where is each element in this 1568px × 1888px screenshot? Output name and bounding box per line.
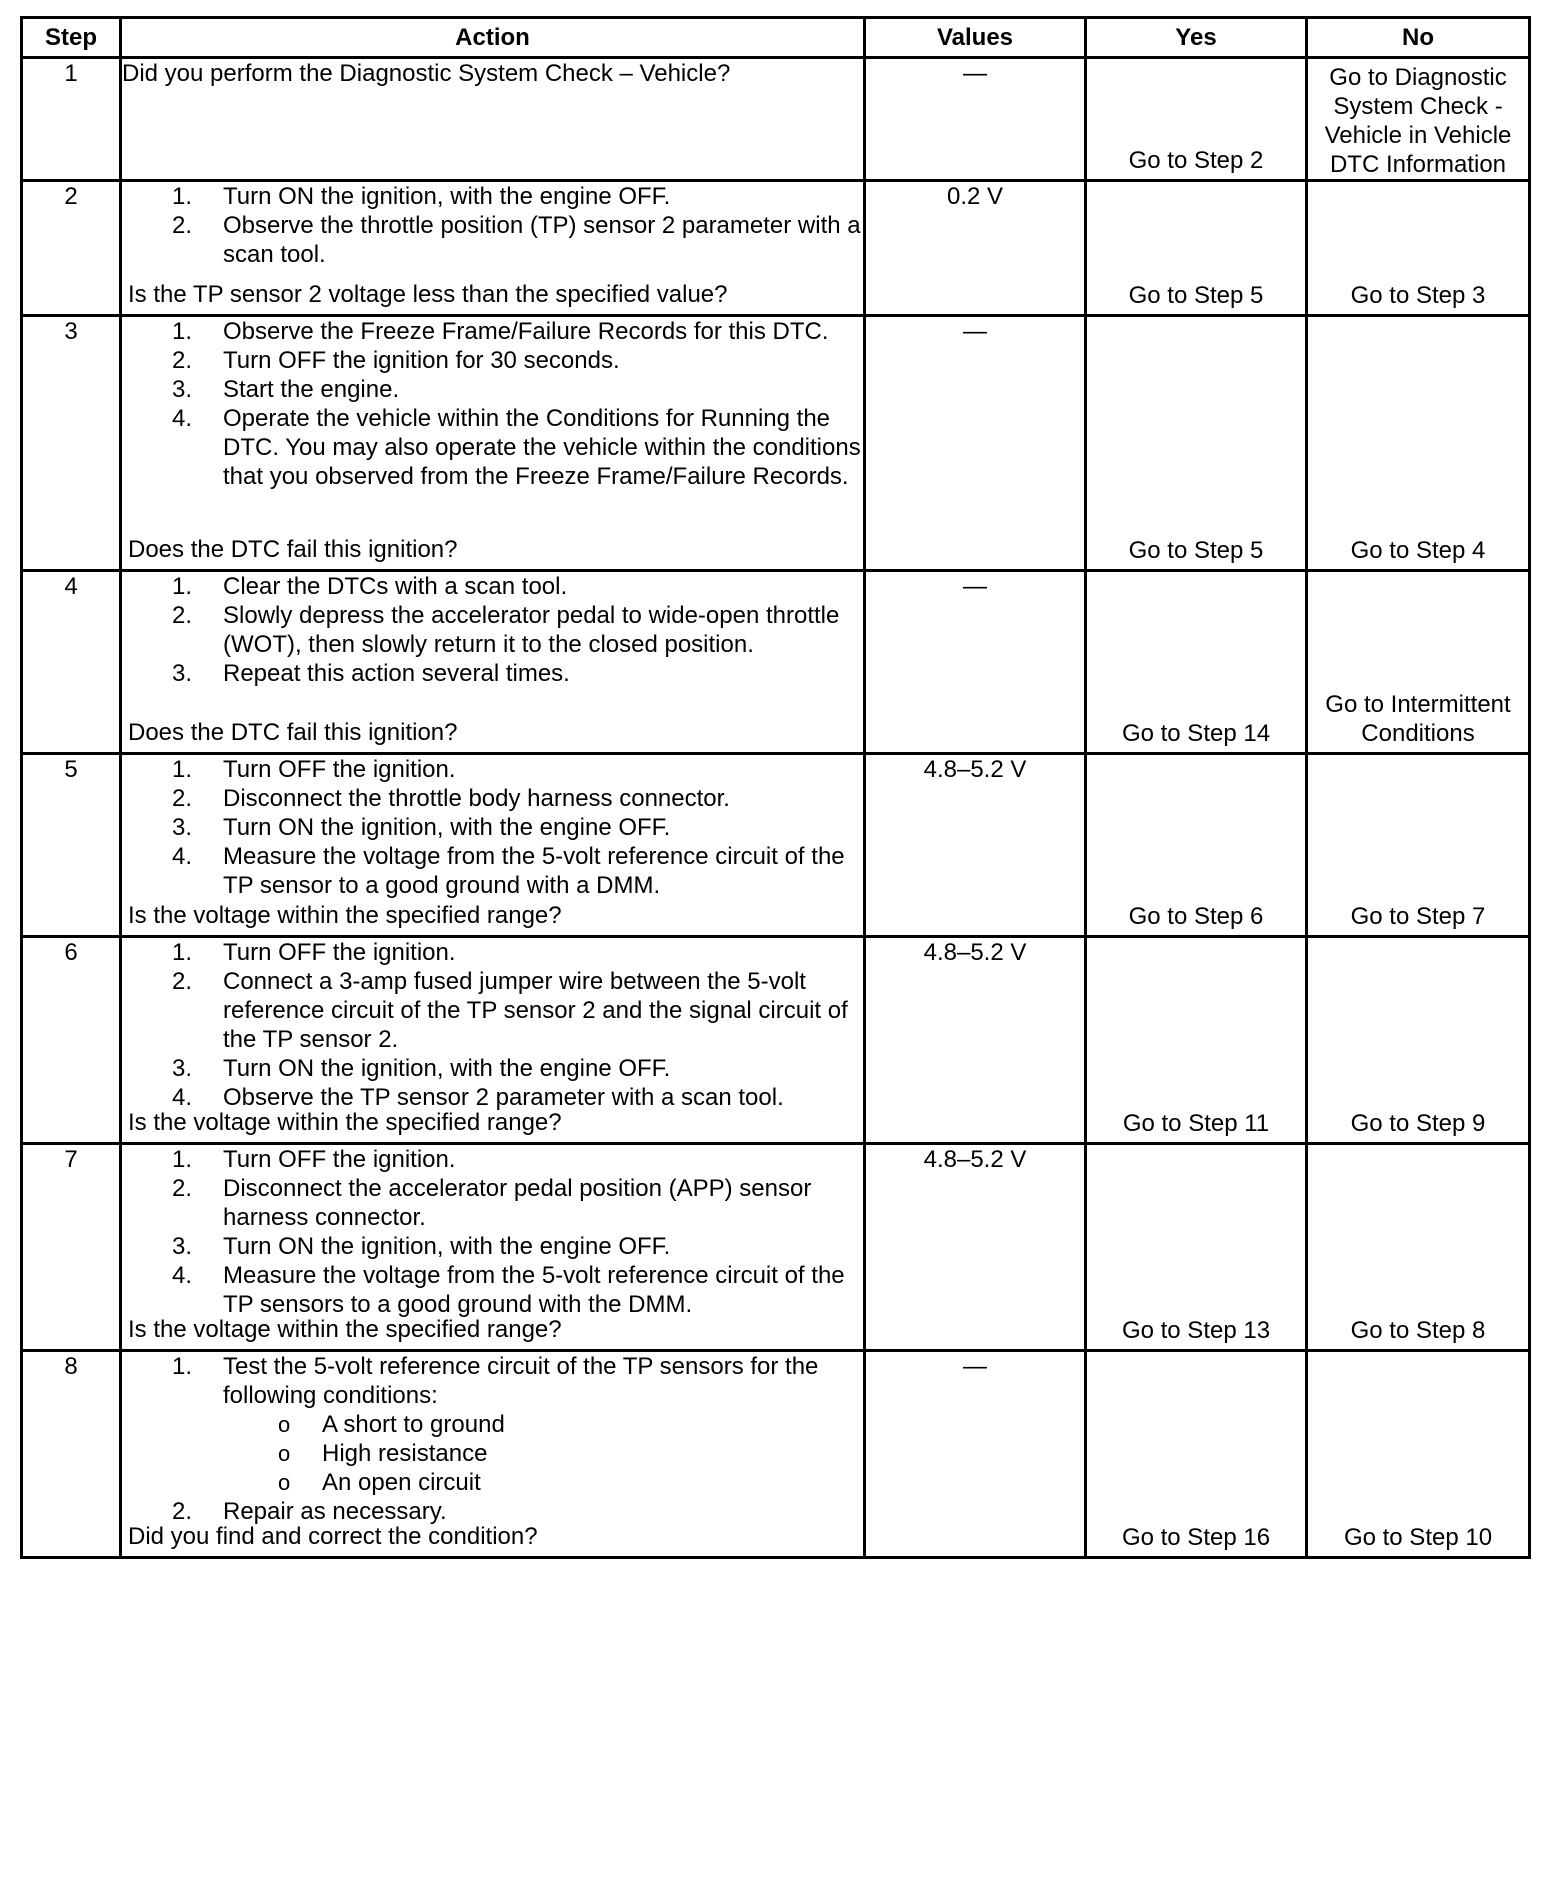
- action-question: Is the voltage within the specified range?: [128, 902, 562, 929]
- action-step-text: Disconnect the accelerator pedal position (APP) sensor harness connector.: [223, 1175, 812, 1231]
- action-question: Is the TP sensor 2 voltage less than the specified value?: [128, 281, 728, 308]
- yes-cell: [1086, 58, 1307, 181]
- action-step-number: 1.: [172, 1353, 193, 1380]
- no-cell: [1307, 937, 1530, 1144]
- value-cell: 0.2 V: [865, 181, 1086, 316]
- no-link[interactable]: Go to Step 10: [1343, 1524, 1493, 1551]
- action-step-number: 4.: [172, 405, 193, 432]
- header-no: No: [1307, 18, 1530, 58]
- action-step-item: [122, 842, 863, 900]
- action-cell: [121, 181, 865, 316]
- action-cell: [121, 316, 865, 571]
- yes-cell: [1086, 937, 1307, 1144]
- action-step-number: 4.: [172, 843, 193, 870]
- action-cell: [121, 1351, 865, 1558]
- action-step-item: [122, 813, 863, 842]
- condition-text: High resistance: [322, 1440, 488, 1467]
- table-row: [22, 181, 1530, 316]
- condition-text: A short to ground: [322, 1411, 505, 1438]
- action-step-item: [122, 1054, 863, 1083]
- no-link[interactable]: Go to Step 4: [1350, 537, 1486, 564]
- action-step-text: Observe the TP sensor 2 parameter with a scan tool.: [223, 1084, 784, 1111]
- step-number: 8: [22, 1351, 121, 1558]
- action-steps: [122, 317, 863, 491]
- action-step-number: 3.: [172, 1233, 193, 1260]
- condition-item: [122, 1439, 863, 1468]
- action-step-text: Disconnect the throttle body harness connector.: [223, 785, 730, 812]
- action-step-text: Observe the Freeze Frame/Failure Records for this DTC.: [223, 318, 829, 345]
- value-cell: —: [865, 1351, 1086, 1558]
- yes-link[interactable]: Go to Step 5: [1128, 282, 1264, 309]
- diagnostic-table: [20, 16, 1531, 1559]
- yes-link[interactable]: Go to Step 13: [1121, 1317, 1271, 1344]
- action-question: Is the voltage within the specified range?: [128, 1316, 562, 1343]
- step-number: 7: [22, 1144, 121, 1351]
- no-cell: [1307, 571, 1530, 754]
- no-cell: [1307, 316, 1530, 571]
- no-link[interactable]: Go to Diagnostic System Check - Vehicle in Vehicle DTC Information: [1324, 64, 1512, 178]
- yes-cell: [1086, 316, 1307, 571]
- table-body: [22, 58, 1530, 1558]
- action-intro: Did you perform the Diagnostic System Check – Vehicle?: [122, 60, 731, 87]
- yes-link[interactable]: Go to Step 6: [1128, 903, 1264, 930]
- value-cell: 4.8–5.2 V: [865, 754, 1086, 937]
- action-step-number: 3.: [172, 1055, 193, 1082]
- action-step-text: Repair as necessary.: [223, 1498, 447, 1525]
- action-step-text: Turn OFF the ignition.: [223, 939, 456, 966]
- action-step-text: Turn ON the ignition, with the engine OFF.: [223, 1055, 671, 1082]
- header-yes: Yes: [1086, 18, 1307, 58]
- header-row: [22, 18, 1530, 58]
- action-step-text: Turn ON the ignition, with the engine OFF.: [223, 1233, 671, 1260]
- action-step-text: Turn OFF the ignition.: [223, 1146, 456, 1173]
- step-number: 5: [22, 754, 121, 937]
- action-step-item: [122, 784, 863, 813]
- yes-link[interactable]: Go to Step 11: [1122, 1110, 1270, 1137]
- action-step-number: 3.: [172, 814, 193, 841]
- no-cell: [1307, 754, 1530, 937]
- no-cell: [1307, 1144, 1530, 1351]
- action-question: Does the DTC fail this ignition?: [128, 719, 458, 746]
- table-row: [22, 571, 1530, 754]
- header-action: Action: [121, 18, 865, 58]
- action-step-number: 1.: [172, 939, 193, 966]
- action-question: Is the voltage within the specified range?: [128, 1109, 562, 1136]
- no-link[interactable]: Go to Intermittent Conditions: [1325, 691, 1511, 747]
- yes-cell: [1086, 754, 1307, 937]
- action-step-item: [122, 1145, 863, 1174]
- action-cell: [121, 58, 865, 181]
- action-step-number: 1.: [172, 183, 193, 210]
- step-number: 1: [22, 58, 121, 181]
- action-question: Did you find and correct the condition?: [128, 1523, 538, 1550]
- action-step-text: Clear the DTCs with a scan tool.: [223, 573, 568, 600]
- action-step-number: 1.: [172, 573, 193, 600]
- condition-item: [122, 1410, 863, 1439]
- value-cell: —: [865, 316, 1086, 571]
- table-row: [22, 937, 1530, 1144]
- action-step-number: 3.: [172, 660, 193, 687]
- yes-link[interactable]: Go to Step 16: [1121, 1524, 1271, 1551]
- header-step: Step: [22, 18, 121, 58]
- table-row: [22, 754, 1530, 937]
- action-steps: [122, 1352, 863, 1526]
- action-steps: [122, 1145, 863, 1319]
- header-values: Values: [865, 18, 1086, 58]
- condition-text: An open circuit: [322, 1469, 481, 1496]
- yes-link[interactable]: Go to Step 14: [1121, 720, 1271, 747]
- action-step-text: Measure the voltage from the 5-volt reference circuit of the TP sensor to a good ground with a DMM.: [223, 843, 845, 899]
- action-step-number: 1.: [172, 1146, 193, 1173]
- table-row: [22, 1351, 1530, 1558]
- action-steps: [122, 938, 863, 1112]
- circle-bullet-icon: o: [278, 1441, 291, 1466]
- step-number: 4: [22, 571, 121, 754]
- action-steps: [122, 755, 863, 900]
- action-step-text: Turn OFF the ignition for 30 seconds.: [223, 347, 620, 374]
- yes-cell: [1086, 1144, 1307, 1351]
- yes-link[interactable]: Go to Step 2: [1128, 147, 1264, 174]
- action-step-number: 3.: [172, 376, 193, 403]
- no-cell: [1307, 58, 1530, 181]
- action-step-item: [122, 1232, 863, 1261]
- action-step-text: Repeat this action several times.: [223, 660, 570, 687]
- action-step-item: [122, 1352, 863, 1497]
- action-step-number: 2.: [172, 347, 193, 374]
- action-cell: [121, 1144, 865, 1351]
- action-step-number: 4.: [172, 1262, 193, 1289]
- action-step-text: Connect a 3-amp fused jumper wire between the 5-volt reference circuit of the TP sensor 2 and the signal circuit of the TP sensor 2.: [223, 968, 848, 1053]
- action-step-text: Measure the voltage from the 5-volt reference circuit of the TP sensors to a good ground with the DMM.: [223, 1262, 845, 1318]
- action-step-number: 2.: [172, 212, 193, 239]
- action-step-item: [122, 659, 863, 688]
- no-link[interactable]: Go to Step 8: [1350, 1317, 1486, 1344]
- diagnostic-page: [20, 16, 1531, 1559]
- condition-list: [223, 1410, 863, 1497]
- action-step-number: 4.: [172, 1084, 193, 1111]
- action-step-item: [122, 404, 863, 491]
- no-cell: [1307, 181, 1530, 316]
- action-step-text: Turn ON the ignition, with the engine OFF.: [223, 183, 671, 210]
- action-step-text: Test the 5-volt reference circuit of the TP sensors for the following conditions:: [223, 1353, 819, 1409]
- action-step-item: [122, 317, 863, 346]
- step-number: 2: [22, 181, 121, 316]
- value-cell: —: [865, 571, 1086, 754]
- yes-link[interactable]: Go to Step 5: [1128, 537, 1264, 564]
- value-cell: 4.8–5.2 V: [865, 1144, 1086, 1351]
- action-step-item: [122, 346, 863, 375]
- yes-cell: [1086, 181, 1307, 316]
- action-cell: [121, 937, 865, 1144]
- action-step-item: [122, 967, 863, 1054]
- action-cell: [121, 571, 865, 754]
- condition-item: [122, 1468, 863, 1497]
- action-step-number: 2.: [172, 1175, 193, 1202]
- no-link[interactable]: Go to Step 9: [1350, 1110, 1486, 1137]
- action-step-text: Turn ON the ignition, with the engine OFF.: [223, 814, 671, 841]
- no-link[interactable]: Go to Step 3: [1350, 282, 1486, 309]
- action-steps: [122, 182, 863, 269]
- action-step-number: 2.: [172, 1498, 193, 1525]
- action-steps: [122, 572, 863, 688]
- action-step-item: [122, 211, 863, 269]
- table-row: [22, 1144, 1530, 1351]
- action-step-text: Observe the throttle position (TP) sensor 2 parameter with a scan tool.: [223, 212, 861, 268]
- action-step-item: [122, 182, 863, 211]
- action-step-item: [122, 938, 863, 967]
- action-step-item: [122, 601, 863, 659]
- action-step-item: [122, 755, 863, 784]
- action-step-item: [122, 1261, 863, 1319]
- action-step-number: 2.: [172, 968, 193, 995]
- action-step-number: 2.: [172, 785, 193, 812]
- yes-cell: [1086, 571, 1307, 754]
- value-cell: 4.8–5.2 V: [865, 937, 1086, 1144]
- action-step-text: Start the engine.: [223, 376, 400, 403]
- action-step-text: Slowly depress the accelerator pedal to wide-open throttle (WOT), then slowly return it to the closed position.: [223, 602, 840, 658]
- value-cell: —: [865, 58, 1086, 181]
- step-number: 3: [22, 316, 121, 571]
- action-step-number: 1.: [172, 756, 193, 783]
- table-row: [22, 316, 1530, 571]
- circle-bullet-icon: o: [278, 1412, 291, 1437]
- circle-bullet-icon: o: [278, 1470, 291, 1495]
- step-number: 6: [22, 937, 121, 1144]
- no-link[interactable]: Go to Step 7: [1350, 903, 1486, 930]
- action-step-item: [122, 1174, 863, 1232]
- action-step-item: [122, 375, 863, 404]
- table-row: [22, 58, 1530, 181]
- action-step-number: 2.: [172, 602, 193, 629]
- action-step-number: 1.: [172, 318, 193, 345]
- no-cell: [1307, 1351, 1530, 1558]
- action-cell: [121, 754, 865, 937]
- action-step-text: Turn OFF the ignition.: [223, 756, 456, 783]
- action-step-text: Operate the vehicle within the Conditions for Running the DTC. You may also operate the vehicle within the conditions that you observed from the Freeze Frame/Failure Records.: [223, 405, 861, 490]
- yes-cell: [1086, 1351, 1307, 1558]
- action-question: Does the DTC fail this ignition?: [128, 536, 458, 563]
- action-step-item: [122, 572, 863, 601]
